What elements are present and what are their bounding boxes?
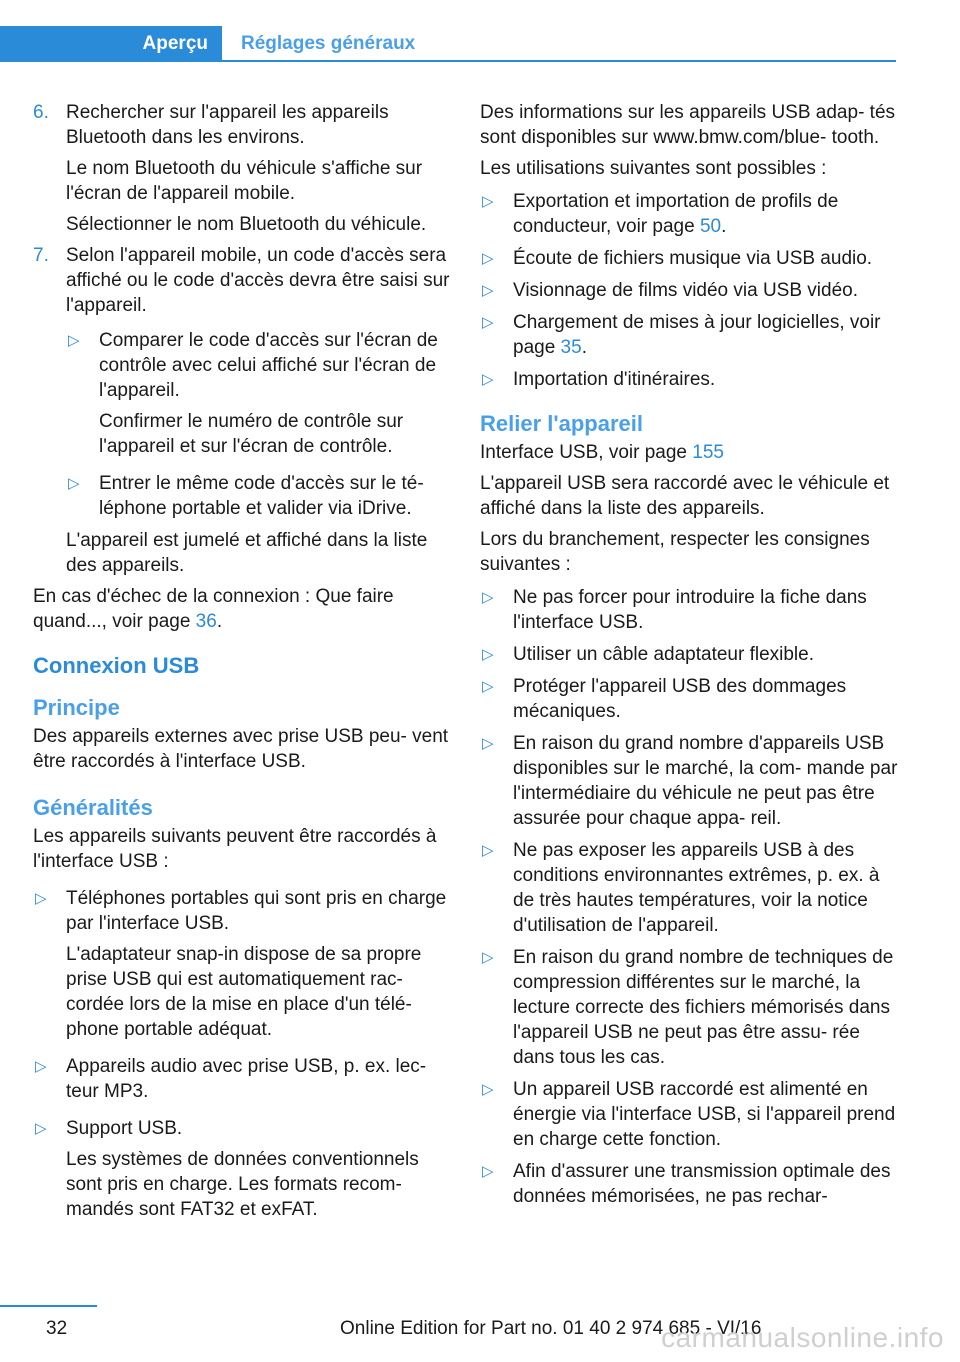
- header-rule: [222, 60, 896, 62]
- step-number: 6.: [33, 102, 49, 123]
- step-text: Rechercher sur l'appareil les appareils Bluetooth dans les environs.: [66, 102, 389, 148]
- heading-generalites: Généralités: [33, 795, 153, 820]
- triangle-bullet-icon: ▷: [68, 332, 80, 349]
- heading-relier-appareil: Relier l'appareil: [480, 411, 643, 436]
- list-item: ▷ Importation d'itinéraires.: [482, 369, 716, 390]
- page-link[interactable]: 36: [195, 611, 217, 632]
- triangle-bullet-icon: ▷: [482, 589, 494, 606]
- triangle-bullet-icon: ▷: [482, 842, 494, 859]
- step-paragraph: Le nom Bluetooth du véhicule s'affiche sur l'écran de l'appareil mobile.: [66, 158, 423, 204]
- triangle-bullet-icon: ▷: [482, 1081, 494, 1098]
- triangle-bullet-icon: ▷: [482, 314, 494, 331]
- list-item: ▷ En raison du grand nombre d'appareils USB disponibles sur le marché, la com‐ mande par l'intermédiaire du véhicule ne peut pas être assurée pour chaque appa‐ reil.: [482, 733, 898, 829]
- list-item: ▷ Chargement de mises à jour logicielles, voir page 35.: [482, 312, 881, 358]
- step-number: 7.: [33, 245, 49, 266]
- paragraph: Des informations sur les appareils USB adap‐ tés sont disponibles sur www.bmw.com/blue‐ tooth.: [480, 102, 896, 148]
- right-column: [480, 100, 900, 1216]
- step-paragraph: L'appareil est jumelé et affiché dans la liste des appareils.: [66, 530, 428, 576]
- page-link[interactable]: 35: [560, 337, 582, 358]
- step-6: [33, 100, 453, 237]
- triangle-bullet-icon: ▷: [482, 193, 494, 210]
- triangle-bullet-icon: ▷: [482, 949, 494, 966]
- footer-rule: [0, 1305, 97, 1307]
- triangle-bullet-icon: ▷: [35, 1058, 47, 1075]
- list-item: ▷ En raison du grand nombre de techniques de compression différentes sur le marché, la lecture correcte des fichiers mémorisés dans l'appareil USB ne peut pas être assu‐ rée dans tous les cas.: [482, 947, 894, 1068]
- list-item: ▷ Visionnage de films vidéo via USB vidéo.: [482, 280, 859, 301]
- paragraph: Interface USB, voir page 155: [480, 442, 724, 463]
- list-item: ▷ Afin d'assurer une transmission optimale des données mémorisées, ne pas rechar‐: [482, 1161, 891, 1207]
- triangle-bullet-icon: ▷: [482, 371, 494, 388]
- triangle-bullet-icon: ▷: [482, 678, 494, 695]
- paragraph: L'appareil USB sera raccordé avec le véhicule et affiché dans la liste des appareils.: [480, 473, 890, 519]
- triangle-bullet-icon: ▷: [482, 282, 494, 299]
- list-item: ▷ Entrer le même code d'accès sur le té‐ léphone portable et valider via iDrive.: [68, 473, 424, 519]
- step-paragraph: Sélectionner le nom Bluetooth du véhicule.: [66, 214, 427, 235]
- list-item: ▷ Écoute de fichiers musique via USB audio.: [482, 248, 873, 269]
- triangle-bullet-icon: ▷: [482, 646, 494, 663]
- paragraph: Les appareils suivants peuvent être raccordés à l'interface USB :: [33, 826, 437, 872]
- heading-principe: Principe: [33, 695, 120, 720]
- tab-apercu[interactable]: Aperçu: [0, 26, 222, 62]
- edition-note: Online Edition for Part no. 01 40 2 974 685 - VI/16: [340, 1318, 762, 1339]
- list-item: ▷ Utiliser un câble adaptateur flexible.: [482, 644, 815, 665]
- triangle-bullet-icon: ▷: [482, 250, 494, 267]
- triangle-bullet-icon: ▷: [482, 735, 494, 752]
- page-link[interactable]: 50: [699, 216, 722, 237]
- page-link[interactable]: 155: [692, 442, 724, 463]
- list-item: ▷ Exportation et importation de profils de conducteur, voir page 50.: [482, 191, 839, 237]
- paragraph: Lors du branchement, respecter les consignes suivantes :: [480, 529, 870, 575]
- paragraph: En cas d'échec de la connexion : Que faire quand..., voir page 36.: [33, 586, 394, 632]
- heading-connexion-usb: Connexion USB: [33, 653, 200, 678]
- paragraph: Des appareils externes avec prise USB peu‐ vent être raccordés à l'interface USB.: [33, 726, 449, 772]
- watermark: carmanualsonline.info: [661, 1322, 944, 1353]
- triangle-bullet-icon: ▷: [35, 890, 47, 907]
- list-item: ▷ Comparer le code d'accès sur l'écran de contrôle avec celui affiché sur l'écran de l'appareil. Confirmer le numéro de contrôle sur l'appareil et sur l'écran de contrôle.: [68, 330, 438, 457]
- triangle-bullet-icon: ▷: [482, 1163, 494, 1180]
- list-item: ▷ Support USB. Les systèmes de données conventionnels sont pris en charge. Les formats recom‐ mandés sont FAT32 et exFAT.: [35, 1118, 419, 1220]
- step-text: Selon l'appareil mobile, un code d'accès sera affiché ou le code d'accès devra être saisi sur l'appareil.: [66, 245, 450, 316]
- paragraph: Les utilisations suivantes sont possibles :: [480, 158, 827, 179]
- page-number: 32: [46, 1318, 68, 1339]
- list-item: ▷ Ne pas exposer les appareils USB à des conditions environnantes extrêmes, p. ex. à de très hautes températures, voir la notice d'utilisation de l'appareil.: [482, 840, 880, 936]
- list-item: ▷ Un appareil USB raccordé est alimenté en énergie via l'interface USB, si l'appareil prend en charge cette fonction.: [482, 1079, 896, 1150]
- triangle-bullet-icon: ▷: [35, 1120, 47, 1137]
- list-item: ▷ Appareils audio avec prise USB, p. ex. lec‐ teur MP3.: [35, 1056, 427, 1102]
- tab-reglages-generaux[interactable]: Réglages généraux: [241, 33, 416, 54]
- left-column: [33, 100, 453, 1229]
- triangle-bullet-icon: ▷: [68, 475, 80, 492]
- list-item: ▷ Protéger l'appareil USB des dommages mécaniques.: [482, 676, 847, 722]
- list-item: ▷ Téléphones portables qui sont pris en charge par l'interface USB. L'adaptateur snap-in dispose de sa propre prise USB qui est automatiquement rac‐ cordée lors de la mise en place d'un télé‐ phone portable adéquat.: [35, 888, 447, 1040]
- list-item: ▷ Ne pas forcer pour introduire la fiche dans l'interface USB.: [482, 587, 867, 633]
- step-7: [33, 243, 453, 578]
